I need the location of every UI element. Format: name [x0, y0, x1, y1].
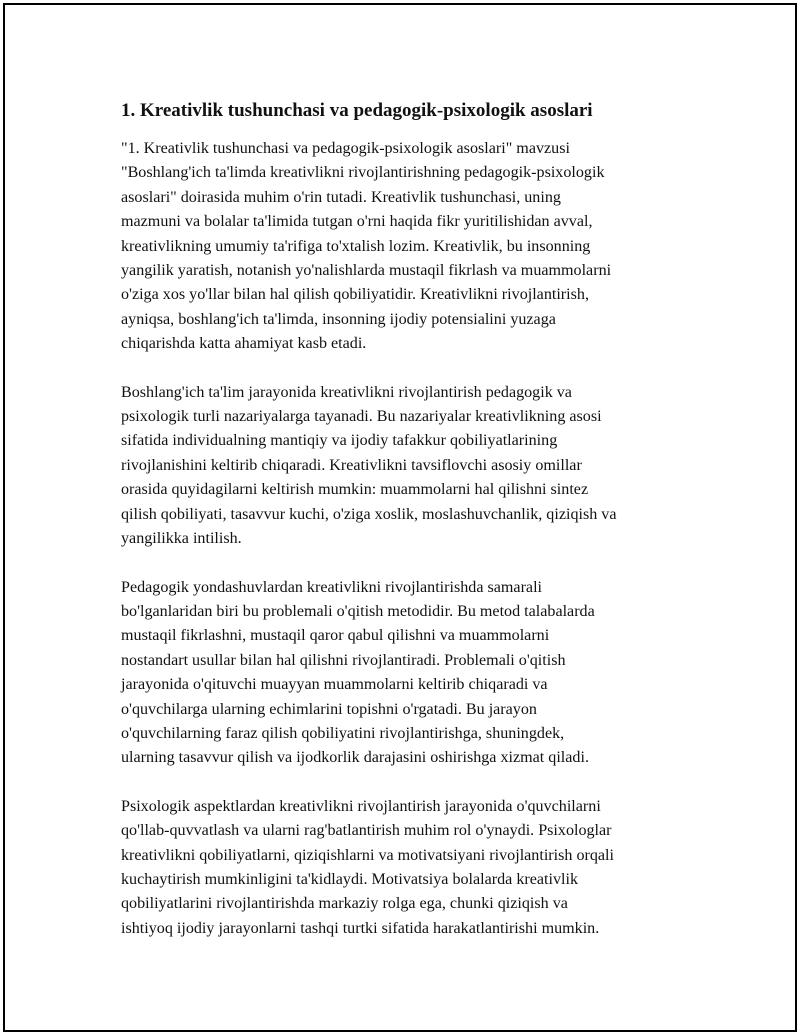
page-frame — [3, 3, 797, 1032]
text-line: asoslari" doirasida muhim o'rin tutadi. Kreativlik tushunchasi, uning — [121, 188, 561, 206]
text-line: kreativlikni qobiliyatlarni, qiziqishlarni va motivatsiyani rivojlantirish orqali — [121, 846, 614, 864]
text-line: o'quvchilarga ularning echimlarini topishni o'rgatadi. Bu jarayon — [121, 700, 537, 718]
text-line: yangilikka intilish. — [121, 530, 242, 548]
text-line: qo'llab-quvvatlash va ularni rag'batlantirish muhim rol o'ynaydi. Psixologlar — [121, 822, 612, 840]
text-line: mustaqil fikrlashni, mustaqil qaror qabul qilishni va muammolarni — [121, 627, 550, 645]
paragraph-1 — [121, 137, 696, 357]
text-line: Boshlang'ich ta'lim jarayonida kreativlikni rivojlantirish pedagogik va — [121, 383, 572, 401]
text-line: ishtiyoq ijodiy jarayonlarni tashqi turtki sifatida harakatlantirishi mumkin. — [121, 919, 600, 937]
text-line: bo'lganlaridan biri bu problemali o'qitish metodidir. Bu metod talabalarda — [121, 602, 595, 620]
text-line: yangilik yaratish, notanish yo'nalishlarda mustaqil fikrlash va muammolarni — [121, 262, 612, 280]
text-line: "Boshlang'ich ta'limda kreativlikni rivojlantirishning pedagogik-psixologik — [121, 164, 605, 182]
text-line: nostandart usullar bilan hal qilishni rivojlantiradi. Problemali o'qitish — [121, 651, 566, 669]
text-line: kuchaytirish mumkinligini ta'kidlaydi. Motivatsiya bolalarda kreativlik — [121, 870, 579, 888]
document-body — [121, 99, 696, 965]
text-line: qobiliyatlarini rivojlantirishda markaziy rolga ega, chunki qiziqish va — [121, 895, 568, 913]
text-line: ayniqsa, boshlang'ich ta'limda, insonning ijodiy potensialini yuzaga — [121, 310, 556, 328]
text-line: qilish qobiliyati, tasavvur kuchi, o'ziga xoslik, moslashuvchanlik, qiziqish va — [121, 505, 617, 523]
text-line: kreativlikning umumiy ta'rifiga to'xtalish lozim. Kreativlik, bu insonning — [121, 237, 591, 255]
document-title: 1. Kreativlik tushunchasi va pedagogik-psixologik asoslari — [121, 100, 593, 121]
text-line: psixologik turli nazariyalarga tayanadi. Bu nazariyalar kreativlikning asosi — [121, 408, 602, 426]
text-line: o'ziga xos yo'llar bilan hal qilish qobiliyatidir. Kreativlikni rivojlantirish, — [121, 286, 589, 304]
text-line: ularning tasavvur qilish va ijodkorlik darajasini oshirishga xizmat qiladi. — [121, 749, 589, 767]
text-line: jarayonida o'qituvchi muayyan muammolarni keltirib chiqaradi va — [121, 676, 548, 694]
text-line: orasida quyidagilarni keltirish mumkin: muammolarni hal qilishni sintez — [121, 481, 589, 499]
text-line: Psixologik aspektlardan kreativlikni rivojlantirish jarayonida o'quvchilarni — [121, 797, 601, 815]
text-line: mazmuni va bolalar ta'limida tutgan o'rni haqida fikr yuritilishidan avval, — [121, 213, 593, 231]
paragraph-3 — [121, 576, 696, 771]
text-line: sifatida individualning mantiqiy va ijodiy tafakkur qobiliyatlarining — [121, 432, 558, 450]
paragraph-2 — [121, 381, 696, 552]
text-line: "1. Kreativlik tushunchasi va pedagogik-psixologik asoslari" mavzusi — [121, 140, 570, 157]
text-line: chiqarishda katta ahamiyat kasb etadi. — [121, 335, 367, 353]
paragraph-4 — [121, 795, 696, 941]
text-line: rivojlanishini keltirib chiqaradi. Kreativlikni tavsiflovchi asosiy omillar — [121, 456, 582, 474]
text-line: Pedagogik yondashuvlardan kreativlikni rivojlantirishda samarali — [121, 578, 543, 596]
text-line: o'quvchilarning faraz qilish qobiliyatini rivojlantirishga, shuningdek, — [121, 724, 565, 742]
